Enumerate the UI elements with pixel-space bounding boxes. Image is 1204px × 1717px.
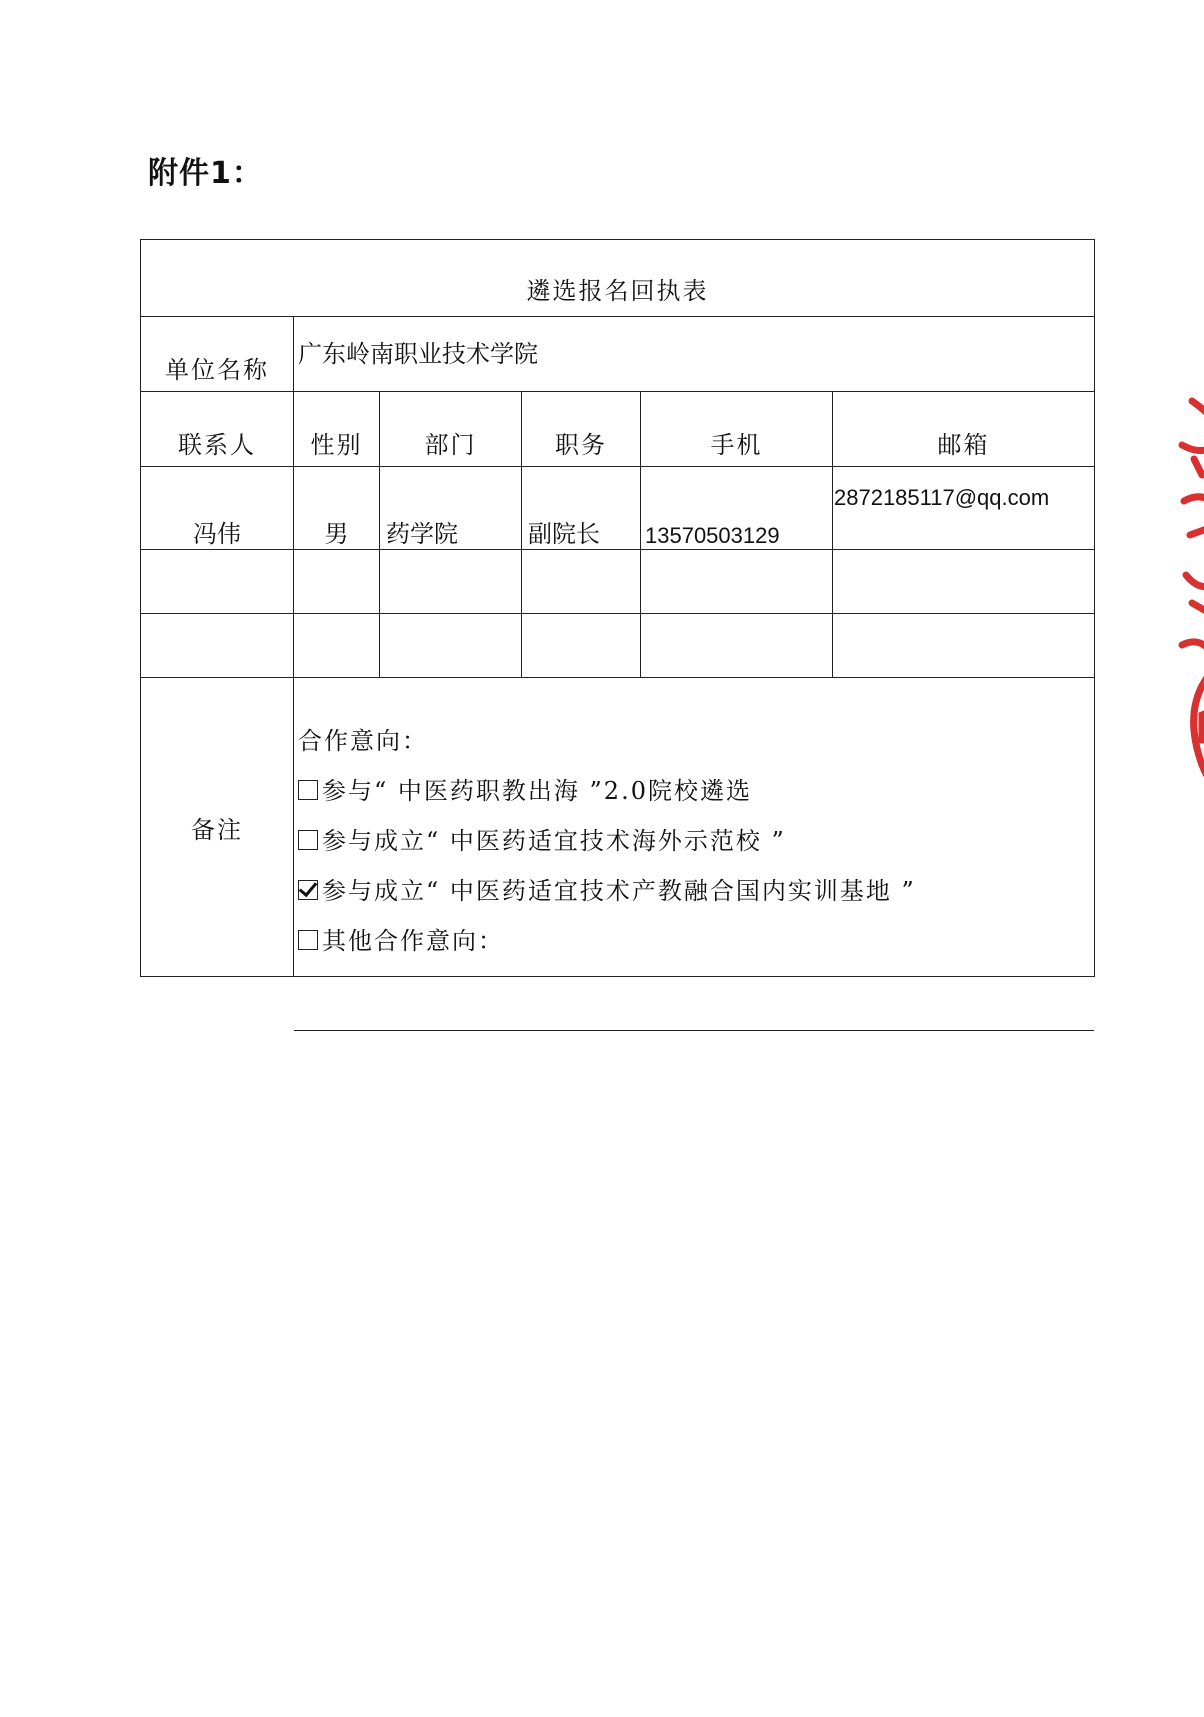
column-header-gender: 性别	[294, 392, 380, 467]
option-other-intent[interactable]	[298, 916, 1094, 966]
option-label: 其他合作意向：	[322, 927, 504, 955]
table-row-empty	[141, 614, 1095, 678]
contact-email: 2872185117@qq.com	[833, 467, 1095, 550]
empty-cell[interactable]	[833, 550, 1095, 614]
empty-cell[interactable]	[641, 550, 833, 614]
option-overseas-demo-school[interactable]	[298, 816, 1094, 866]
remarks-divider	[294, 1030, 1094, 1031]
registration-form-table	[140, 239, 1095, 977]
remarks-content	[294, 678, 1094, 966]
empty-cell[interactable]	[141, 614, 294, 678]
column-header-email: 邮箱	[833, 392, 1095, 467]
remarks-label: 备注	[141, 678, 294, 977]
column-header-phone: 手机	[641, 392, 833, 467]
unit-name-label: 单位名称	[141, 317, 294, 392]
unit-name-value: 广东岭南职业技术学院	[294, 314, 1095, 389]
option-overseas-selection[interactable]	[298, 766, 1094, 816]
cooperation-intent-heading: 合作意向：	[298, 727, 428, 755]
form-title-cell	[141, 240, 1095, 317]
contact-gender: 男	[294, 467, 380, 550]
empty-cell[interactable]	[294, 614, 380, 678]
option-label: 参与“ 中医药职教出海 ”2.0院校遴选	[322, 777, 752, 805]
checkbox-unchecked-icon[interactable]	[298, 930, 318, 950]
remarks-divider	[294, 976, 1094, 977]
option-domestic-training-base[interactable]	[298, 866, 1094, 916]
empty-cell[interactable]	[833, 614, 1095, 678]
empty-cell[interactable]	[522, 550, 641, 614]
empty-cell[interactable]	[294, 550, 380, 614]
empty-cell[interactable]	[141, 550, 294, 614]
column-header-department: 部门	[380, 392, 522, 467]
option-label: 参与成立“ 中医药适宜技术产教融合国内实训基地 ”	[322, 877, 916, 905]
form-title: 遴选报名回执表	[526, 277, 709, 305]
remarks-cell	[294, 678, 1095, 977]
column-header-contact: 联系人	[141, 392, 294, 467]
table-row	[141, 467, 1095, 550]
attachment-heading: 附件1：	[148, 156, 263, 191]
official-seal-icon	[1172, 395, 1204, 825]
checkbox-checked-icon[interactable]	[298, 880, 318, 900]
table-row-empty	[141, 550, 1095, 614]
option-label: 参与成立“ 中医药适宜技术海外示范校 ”	[322, 827, 786, 855]
empty-cell[interactable]	[380, 550, 522, 614]
empty-cell[interactable]	[522, 614, 641, 678]
checkbox-unchecked-icon[interactable]	[298, 830, 318, 850]
empty-cell[interactable]	[380, 614, 522, 678]
contact-name: 冯伟	[141, 467, 294, 550]
empty-cell[interactable]	[641, 614, 833, 678]
contact-position: 副院长	[522, 467, 641, 550]
contact-department: 药学院	[380, 467, 522, 550]
column-header-position: 职务	[522, 392, 641, 467]
checkbox-unchecked-icon[interactable]	[298, 780, 318, 800]
contact-phone: 13570503129	[641, 467, 833, 550]
